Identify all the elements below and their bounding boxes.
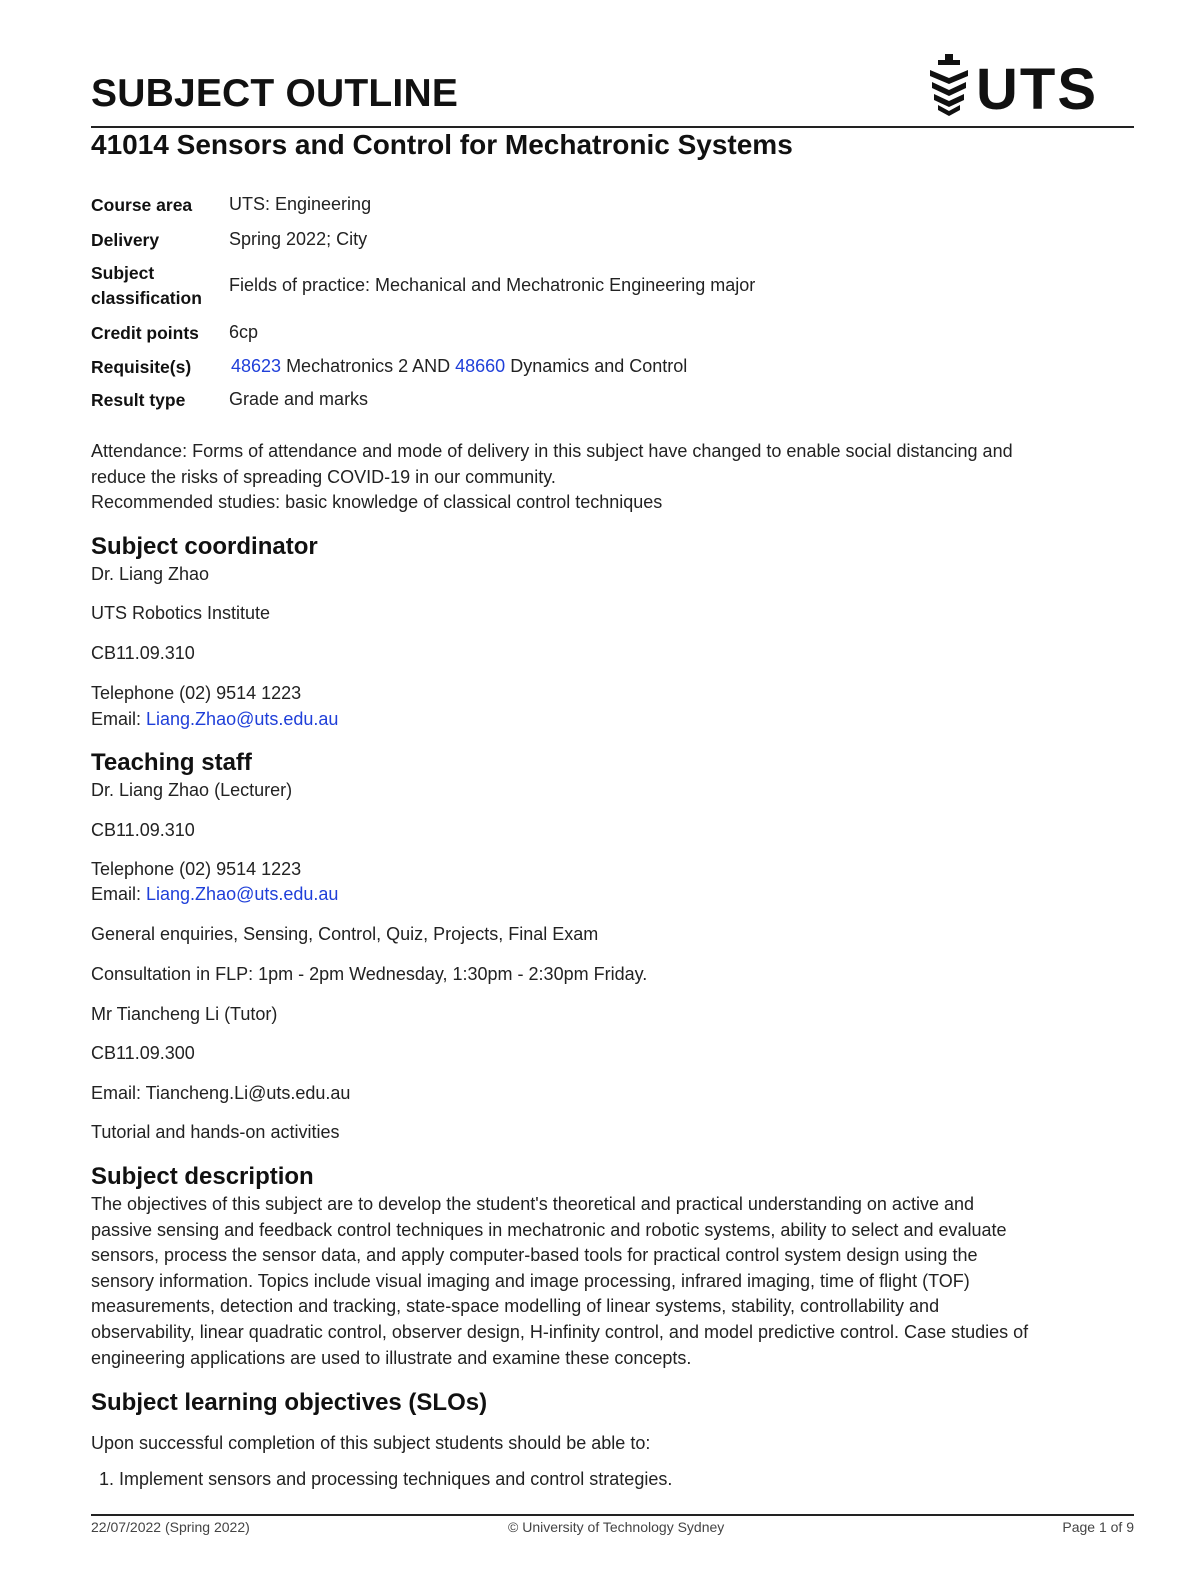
tutor-email: Email: Tiancheng.Li@uts.edu.au [91, 1083, 351, 1103]
delivery-label: Delivery [91, 230, 160, 250]
result-type-label: Result type [91, 390, 186, 410]
coordinator-room: CB11.09.310 [91, 643, 195, 663]
footer-copyright: © University of Technology Sydney [508, 1519, 725, 1535]
staff-name: Dr. Liang Zhao (Lecturer) [91, 780, 293, 800]
tutor-name: Mr Tiancheng Li (Tutor) [91, 1004, 278, 1024]
description-line: passive sensing and feedback control techniques in mechatronic and robotic systems, ability to select and evaluate [91, 1219, 1007, 1240]
coordinator-email-label: Email: [91, 709, 147, 729]
requisite-link-48623[interactable]: 48623 [231, 356, 282, 376]
classification-label-2: classification [91, 288, 202, 308]
coordinator-phone: Telephone (02) 9514 1223 [91, 683, 302, 703]
staff-email-link[interactable]: Liang.Zhao@uts.edu.au [146, 884, 339, 904]
staff-room: CB11.09.310 [91, 820, 195, 840]
staff-email-line [91, 882, 338, 908]
description-line: The objectives of this subject are to develop the student's theoretical and practical understanding on active and [91, 1194, 974, 1214]
document-page [91, 0, 1134, 1590]
subject-title: 41014 Sensors and Control for Mechatronic Systems [91, 129, 793, 160]
staff-phone: Telephone (02) 9514 1223 [91, 859, 302, 879]
result-type-value: Grade and marks [229, 389, 369, 409]
classification-value: Fields of practice: Mechanical and Mechatronic Engineering major [229, 275, 756, 295]
coordinator-heading: Subject coordinator [91, 533, 318, 560]
slo-item-1 [99, 1467, 672, 1493]
teaching-staff-heading: Teaching staff [91, 749, 252, 776]
course-area-label: Course area [91, 195, 193, 215]
staff-consultation: Consultation in FLP: 1pm - 2pm Wednesday, 1:30pm - 2:30pm Friday. [91, 964, 648, 984]
requisite-link-48660[interactable]: 48660 [455, 356, 506, 376]
credit-points-label: Credit points [91, 323, 199, 343]
slo-heading: Subject learning objectives (SLOs) [91, 1389, 488, 1416]
uts-crest-icon [924, 54, 974, 120]
slo-item-text: Implement sensors and processing techniques and control strategies. [119, 1469, 673, 1489]
footer-divider [91, 1514, 1134, 1516]
course-area-value: UTS: Engineering [229, 194, 372, 214]
description-line: observability, linear quadratic control, observer design, H-infinity control, and model predictive control. Case studies of [91, 1321, 1029, 1342]
tutor-role: Tutorial and hands-on activities [91, 1122, 340, 1142]
description-line: sensory information. Topics include visual imaging and image processing, infrared imaging, time of flight (TOF) [91, 1270, 970, 1291]
coordinator-email-link[interactable]: Liang.Zhao@uts.edu.au [146, 709, 339, 729]
description-line: sensors, process the sensor data, and apply computer-based tools for practical control system design using the [91, 1245, 978, 1266]
uts-logo-text: UTS [976, 57, 1098, 122]
requisite-text-2: Dynamics and Control [505, 356, 688, 376]
tutor-room: CB11.09.300 [91, 1043, 195, 1063]
requisites-value [231, 356, 687, 377]
slo-item-number: 1. [99, 1469, 115, 1489]
attendance-note-line-1: Attendance: Forms of attendance and mode of delivery in this subject have changed to enable social distancing and [91, 441, 1013, 461]
staff-enquiries: General enquiries, Sensing, Control, Quiz, Projects, Final Exam [91, 924, 599, 944]
document-title: SUBJECT OUTLINE [91, 72, 459, 115]
coordinator-institute: UTS Robotics Institute [91, 603, 271, 623]
uts-logo [924, 54, 1098, 122]
footer-page-number: Page 1 of 9 [1062, 1519, 1134, 1535]
coordinator-name: Dr. Liang Zhao [91, 564, 210, 584]
footer-date: 22/07/2022 (Spring 2022) [91, 1519, 250, 1535]
requisite-text-1: Mechatronics 2 AND [281, 356, 456, 376]
description-line: engineering applications are used to illustrate and examine these concepts. [91, 1347, 692, 1368]
staff-email-label: Email: [91, 884, 147, 904]
delivery-value: Spring 2022; City [229, 229, 368, 249]
document-header [91, 57, 1134, 128]
description-heading: Subject description [91, 1163, 314, 1190]
requisites-label: Requisite(s) [91, 357, 192, 377]
attendance-note-line-2: reduce the risks of spreading COVID-19 in our community. [91, 467, 556, 487]
coordinator-email-line [91, 707, 338, 733]
credit-points-value: 6cp [229, 322, 259, 342]
description-line: measurements, detection and tracking, state-space modelling of linear systems, stability, controllability and [91, 1296, 940, 1317]
recommended-studies: Recommended studies: basic knowledge of classical control techniques [91, 492, 663, 512]
classification-label-1: Subject [91, 263, 155, 283]
description-text [91, 1192, 1131, 1371]
slo-intro: Upon successful completion of this subject students should be able to: [91, 1433, 651, 1453]
